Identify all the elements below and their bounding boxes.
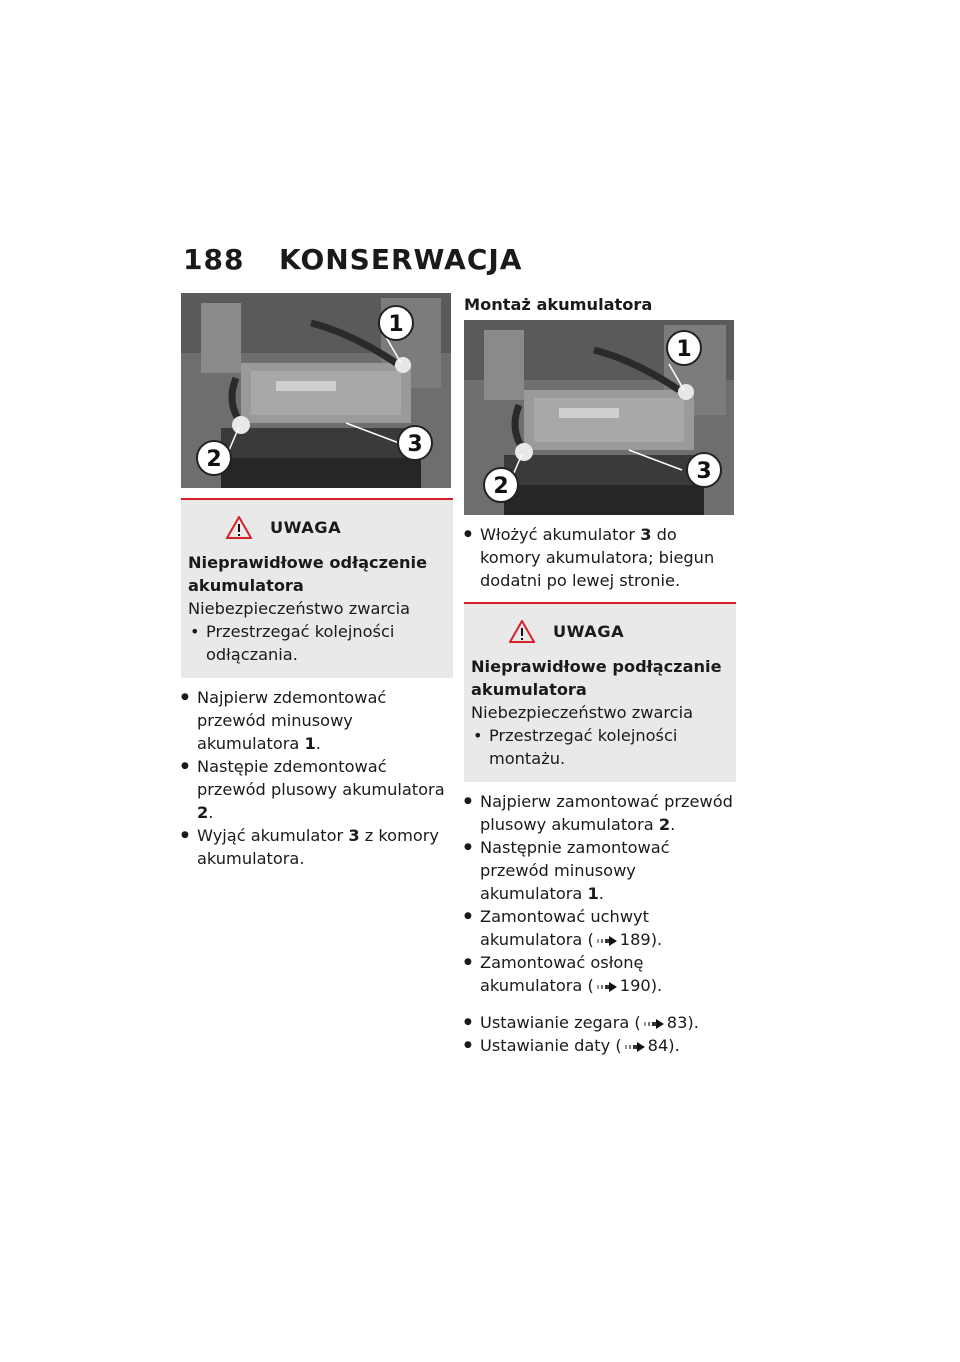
warning-text: Niebezpieczeństwo zwarcia (471, 703, 693, 722)
removal-steps (181, 686, 453, 870)
list-item: ● Najpierw zdemontować przewód minusowy akumulatora 1. (181, 686, 453, 755)
warning-text: Niebezpieczeństwo zwarcia (188, 599, 410, 618)
list-item: ● Następie zdemontować przewód plusowy akumulatora 2. (181, 755, 453, 824)
list-item: ● Najpierw zamontować przewód plusowy akumulatora 2. (464, 790, 736, 836)
warning-title: Nieprawidłowe odłączenie akumulatora (188, 553, 428, 595)
warning-box-installation (464, 602, 736, 782)
page-reference-arrow-icon (624, 1041, 646, 1053)
photo-label-2: 2 (206, 447, 222, 472)
warning-item: • Przestrzegać kolejności montażu. (471, 724, 730, 770)
settings-steps (464, 1011, 736, 1057)
left-column (181, 293, 453, 870)
list-item: ● Zamontować osłonę akumulatora ( 190). (464, 951, 736, 997)
warning-box-removal (181, 498, 453, 678)
warning-triangle-icon (509, 620, 535, 643)
chapter-title: KONSERWACJA (279, 243, 523, 276)
list-item: ● Wyjąć akumulator 3 z komory akumulatora. (181, 824, 453, 870)
page-reference-arrow-icon (643, 1018, 665, 1030)
photo-label-3: 3 (407, 432, 423, 457)
battery-photo-installation (464, 320, 734, 515)
page-reference[interactable]: 84 (647, 1036, 669, 1055)
page-reference[interactable]: 190 (619, 976, 651, 995)
page-number: 188 (183, 243, 245, 276)
insert-steps (464, 523, 736, 592)
page-header (183, 243, 522, 276)
section-title: Montaż akumulatora (464, 295, 653, 314)
photo-label-2: 2 (493, 474, 509, 499)
list-item: ● Ustawianie daty ( 84). (464, 1034, 736, 1057)
page-reference-arrow-icon (596, 935, 618, 947)
page-reference[interactable]: 83 (666, 1013, 688, 1032)
photo-label-1: 1 (388, 312, 404, 337)
photo-label-1: 1 (676, 337, 692, 362)
photo-label-3: 3 (696, 459, 712, 484)
page-reference-arrow-icon (596, 981, 618, 993)
list-item: ● Włożyć akumulator 3 do komory akumulatora; biegun dodatni po lewej stronie. (464, 523, 736, 592)
page-reference[interactable]: 189 (619, 930, 651, 949)
warning-label: UWAGA (553, 622, 625, 641)
right-column (464, 295, 736, 1057)
warning-triangle-icon (226, 516, 252, 539)
warning-title: Nieprawidłowe podłączanie akumulatora (471, 657, 722, 699)
connect-steps (464, 790, 736, 997)
warning-item: • Przestrzegać kolejności odłączania. (188, 620, 447, 666)
list-item: ● Następnie zamontować przewód minusowy akumulatora 1. (464, 836, 736, 905)
list-item: ● Zamontować uchwyt akumulatora ( 189). (464, 905, 736, 951)
list-item: ● Ustawianie zegara ( 83). (464, 1011, 736, 1034)
battery-photo-removal (181, 293, 451, 488)
warning-label: UWAGA (270, 518, 342, 537)
